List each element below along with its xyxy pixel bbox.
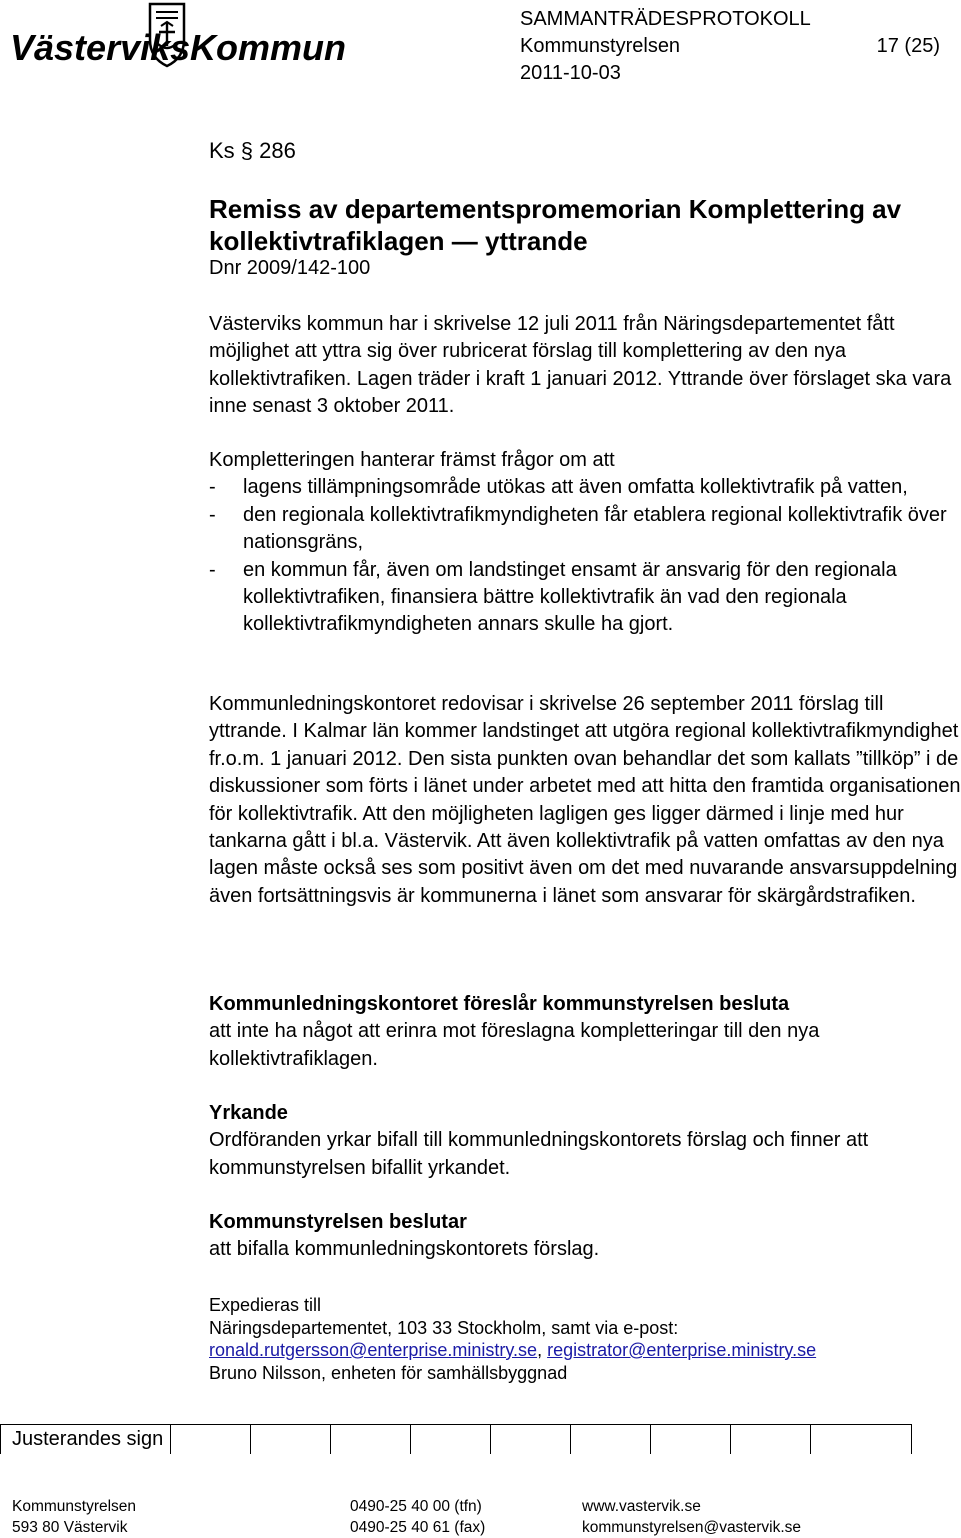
- footer-address: [12, 1496, 136, 1538]
- proposal-heading: Kommunledningskontoret föreslår kommunstyrelsen besluta: [209, 993, 790, 1015]
- yrkande-heading: Yrkande: [209, 1102, 288, 1124]
- yrkande-section: [209, 1100, 961, 1182]
- title-line-2: kollektivtrafiklagen — yttrande: [209, 226, 588, 256]
- distribution-recipient: Näringsdepartementet, 103 33 Stockholm, samt via e-post:: [209, 1317, 679, 1338]
- scope-list: [209, 474, 961, 638]
- list-dash: -: [209, 558, 216, 581]
- paragraph-scope: [209, 447, 961, 639]
- page-number: 17 (25): [876, 35, 940, 57]
- paragraph-report: [209, 691, 961, 910]
- footer-organization: Kommunstyrelsen: [12, 1498, 137, 1515]
- scope-intro: Kompletteringen hanterar främst frågor om att: [209, 449, 615, 471]
- meeting-date: 2011-10-03: [520, 62, 621, 84]
- page-title: [209, 193, 949, 257]
- decision-heading: Kommunstyrelsen beslutar: [209, 1211, 467, 1233]
- issuing-body: Kommunstyrelsen: [520, 35, 681, 57]
- signature-divider: [810, 1424, 811, 1454]
- case-number: Dnr 2009/142-100: [209, 257, 371, 279]
- section-number: Ks § 286: [209, 138, 296, 163]
- signature-divider: [250, 1424, 251, 1454]
- email-link-rutgersson[interactable]: ronald.rutgersson@enterprise.ministry.se: [209, 1340, 538, 1360]
- list-item-text: lagens tillämpningsområde utökas att även omfatta kollektivtrafik på vatten,: [243, 476, 908, 499]
- signature-divider: [0, 1424, 1, 1454]
- list-dash: -: [209, 503, 216, 526]
- footer-phone: [350, 1496, 485, 1538]
- signature-divider: [650, 1424, 651, 1454]
- signature-divider: [490, 1424, 491, 1454]
- distribution-section: [209, 1294, 961, 1384]
- signature-divider: [330, 1424, 331, 1454]
- yrkande-text: Ordföranden yrkar bifall till kommunledningskontorets förslag och finner att kommunstyrelsen bifallit yrkandet.: [209, 1129, 869, 1179]
- list-item: [209, 474, 961, 501]
- footer-website[interactable]: www.vastervik.se: [582, 1498, 701, 1515]
- signature-divider: [410, 1424, 411, 1454]
- title-line-1: Remiss av departementspromemorian Komplettering av: [209, 194, 902, 224]
- decision-text: att bifalla kommunledningskontorets förslag.: [209, 1238, 600, 1261]
- list-item: [209, 557, 961, 639]
- proposal-text: att inte ha något att erinra mot föreslagna kompletteringar till den nya kollektivtrafiklagen.: [209, 1020, 820, 1070]
- footer-email[interactable]: kommunstyrelsen@vastervik.se: [582, 1519, 802, 1536]
- signature-divider: [570, 1424, 571, 1454]
- footer-telephone: 0490-25 40 00 (tfn): [350, 1498, 482, 1515]
- footer-postal: 593 80 Västervik: [12, 1519, 128, 1536]
- signature-label: Justerandes sign: [12, 1428, 164, 1450]
- paragraph-background: [209, 311, 961, 421]
- email-link-registrator[interactable]: registrator@enterprise.ministry.se: [547, 1340, 817, 1360]
- distribution-emails: [209, 1339, 961, 1362]
- list-item-text: den regionala kollektivtrafikmyndigheten får etablera regional kollektivtrafik över nationsgräns,: [243, 503, 947, 554]
- vastervik-logo: [10, 0, 346, 72]
- email-separator: ,: [537, 1340, 548, 1360]
- signature-divider: [170, 1424, 171, 1454]
- footer-fax: 0490-25 40 61 (fax): [350, 1519, 486, 1536]
- proposal-section: [209, 991, 961, 1073]
- signature-divider: [730, 1424, 731, 1454]
- footer-web: [582, 1496, 801, 1538]
- decision-section: [209, 1209, 961, 1264]
- logo-text-vasterviks: Västerviks: [10, 27, 191, 68]
- document-header: [520, 6, 940, 87]
- list-dash: -: [209, 476, 216, 499]
- list-item-text: en kommun får, även om landstinget ensamt är ansvarig för den regionala kollektivtrafiken, finansiera bättre kollektivtrafik än vad den regionala kollektivtrafikmyndigheten annars skulle ha gjort.: [243, 558, 897, 636]
- doc-type: SAMMANTRÄDESPROTOKOLL: [520, 8, 811, 30]
- signature-divider: [911, 1424, 912, 1454]
- logo-text-kommun: Kommun: [190, 27, 346, 68]
- report-text: Kommunledningskontoret redovisar i skrivelse 26 september 2011 förslag till yttrande. I Kalmar län kommer landstinget att utgöra regional kollektivtrafikmyndighet fr.o.m. 1 januari 2012. Den sista punkten ovan behandlar det som kallats ”tillköp” i de diskussioner som förts i länet under arbetet med att hitta den framtida organisationen för kollektivtrafik. Att den möjligheten lagligen ges ligger därmed i linje med hur tankarna gått i bl.a. Västervik. Att även kollektivtrafik på vatten omfattas av den nya lagen måste också ses som positivt även om det med nuvarande ansvarsuppdelning även fortsättningsvis är kommunerna i länet som ansvarar för skärgårdstrafiken.: [209, 693, 961, 907]
- list-item: [209, 502, 961, 557]
- distribution-label: Expedieras till: [209, 1295, 322, 1315]
- distribution-recipient-2: Bruno Nilsson, enheten för samhällsbyggnad: [209, 1362, 568, 1383]
- signature-line: [0, 1424, 912, 1425]
- background-text: Västerviks kommun har i skrivelse 12 juli 2011 från Näringsdepartementet fått möjlighet att yttra sig över rubricerat förslag till komplettering av den nya kollektivtrafiken. Lagen träder i kraft 1 januari 2012. Yttrande över förslaget ska vara inne senast 3 oktober 2011.: [209, 313, 952, 418]
